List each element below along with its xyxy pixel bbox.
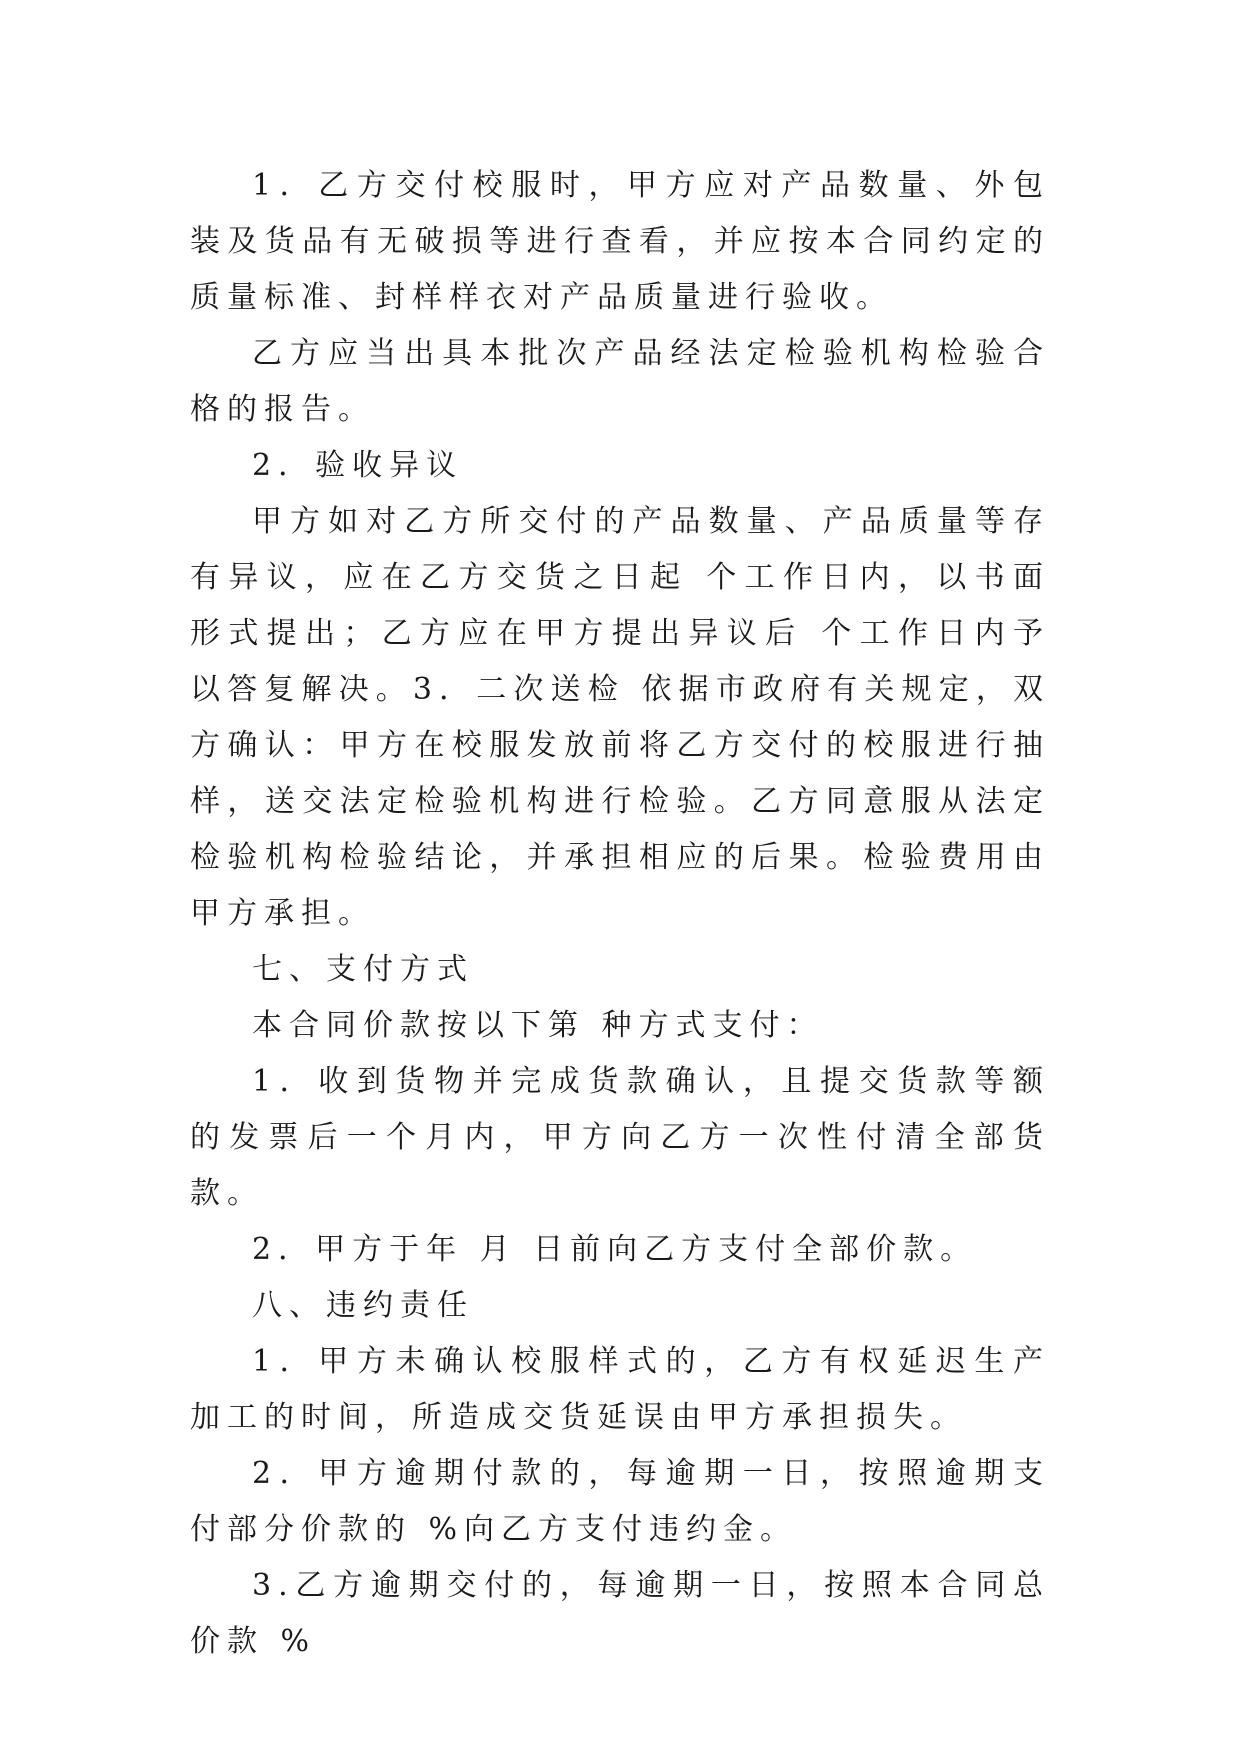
document-body (190, 158, 1050, 1670)
heading-payment-method: 七、支付方式 (252, 952, 474, 987)
paragraph-payment-intro: 本合同价款按以下第 种方式支付： (252, 1008, 824, 1043)
paragraph-breach-1: 1．甲方未确认校服样式的，乙方有权延迟生产加工的时间，所造成交货延误由甲方承担损失。 (190, 1344, 1050, 1435)
paragraph-breach-3: 3.乙方逾期交付的，每逾期一日，按照本合同总价款 % (190, 1568, 1050, 1659)
heading-acceptance-objection: 2．验收异议 (252, 448, 464, 483)
paragraph-payment-option-2: 2．甲方于年 月 日前向乙方支付全部价款。 (252, 1232, 978, 1267)
paragraph-delivery-inspection: 1．乙方交付校服时，甲方应对产品数量、外包装及货品有无破损等进行查看，并应按本合同约定的质量标准、封样样衣对产品质量进行验收。 (190, 168, 1050, 315)
heading-breach-liability: 八、违约责任 (252, 1288, 474, 1323)
paragraph-payment-option-1: 1．收到货物并完成货款确认，且提交货款等额的发票后一个月内，甲方向乙方一次性付清全部货款。 (190, 1064, 1050, 1211)
paragraph-breach-2: 2．甲方逾期付款的，每逾期一日，按照逾期支付部分价款的 %向乙方支付违约金。 (190, 1456, 1050, 1547)
paragraph-objection-and-retest: 甲方如对乙方所交付的产品数量、产品质量等存有异议，应在乙方交货之日起 个工作日内，以书面形式提出；乙方应在甲方提出异议后 个工作日内予以答复解决。3．二次送检 依据市政府有关规定，双方确认：甲方在校服发放前将乙方交付的校服进行抽样，送交法定检验机构进行检验。乙方同意服从法定检验机构检验结论，并承担相应的后果。检验费用由甲方承担。 (190, 504, 1050, 931)
paragraph-inspection-report: 乙方应当出具本批次产品经法定检验机构检验合格的报告。 (190, 336, 1050, 427)
